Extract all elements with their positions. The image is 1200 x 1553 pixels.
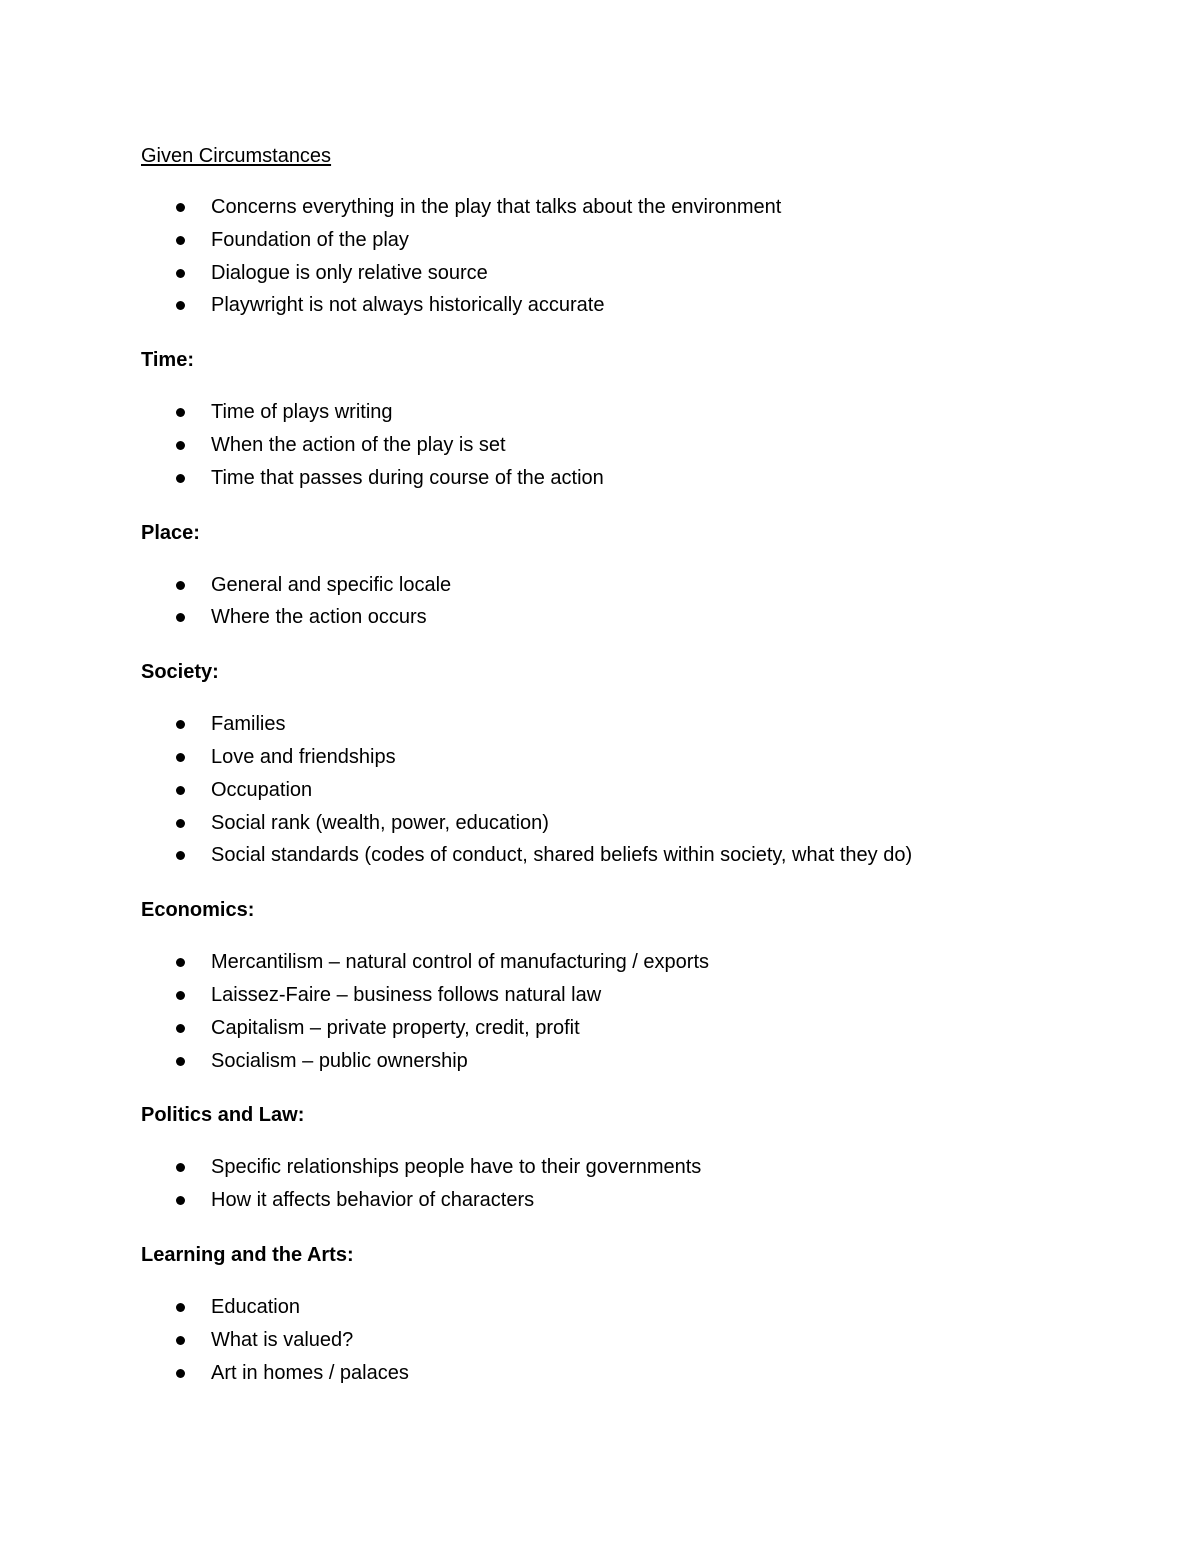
bullet-list: [141, 1151, 1101, 1217]
list-item-text: Dialogue is only relative source: [211, 261, 488, 284]
bullet-list: [141, 1291, 1101, 1389]
list-item: [141, 1357, 1101, 1390]
list-item-text: When the action of the play is set: [211, 433, 506, 456]
bullet-icon: [176, 991, 185, 1000]
list-item-text: Time that passes during course of the action: [211, 466, 604, 489]
bullet-icon: [176, 1369, 185, 1378]
section-learning-and-arts: [141, 1240, 1101, 1389]
list-item-text: Art in homes / palaces: [211, 1361, 409, 1384]
list-item: [141, 1151, 1101, 1184]
bullet-icon: [176, 1336, 185, 1345]
list-item: [141, 1045, 1101, 1078]
bullet-icon: [176, 203, 185, 212]
bullet-icon: [176, 819, 185, 828]
bullet-icon: [176, 1303, 185, 1312]
list-item-text: Social standards (codes of conduct, shared beliefs within society, what they do): [211, 844, 913, 867]
section-heading: Time:: [141, 349, 194, 372]
list-item-text: Families: [211, 713, 286, 736]
document-title: Given Circumstances: [141, 145, 332, 167]
list-item: [141, 807, 1101, 840]
list-item-text: Playwright is not always historically accurate: [211, 294, 605, 317]
bullet-icon: [176, 581, 185, 590]
list-item-text: General and specific locale: [211, 573, 452, 596]
list-item-text: Specific relationships people have to their governments: [211, 1156, 702, 1179]
list-item: [141, 979, 1101, 1012]
list-item: [141, 839, 1101, 872]
bullet-icon: [176, 613, 185, 622]
list-item-text: Where the action occurs: [211, 606, 427, 629]
section-heading: Economics:: [141, 899, 255, 922]
bullet-icon: [176, 1024, 185, 1033]
section-society: [141, 657, 1101, 872]
section-politics-and-law: [141, 1100, 1101, 1217]
list-item-text: Education: [211, 1295, 300, 1318]
document-body: [141, 141, 1101, 1412]
list-item: [141, 429, 1101, 462]
bullet-icon: [176, 958, 185, 967]
section-heading: Place:: [141, 521, 200, 544]
list-item: [141, 289, 1101, 322]
section-heading: Society:: [141, 661, 219, 684]
list-item: [141, 1291, 1101, 1324]
list-item: [141, 946, 1101, 979]
list-item: [141, 708, 1101, 741]
list-item: [141, 569, 1101, 602]
bullet-icon: [176, 1163, 185, 1172]
list-item-text: Foundation of the play: [211, 228, 409, 251]
list-item: [141, 741, 1101, 774]
intro-bullet-list: [141, 191, 1101, 322]
bullet-list: [141, 946, 1101, 1077]
bullet-icon: [176, 408, 185, 417]
list-item-text: Laissez-Faire – business follows natural law: [211, 983, 602, 1006]
section-place: [141, 518, 1101, 635]
section-time: [141, 345, 1101, 494]
list-item-text: Concerns everything in the play that talks about the environment: [211, 196, 782, 218]
bullet-list: [141, 708, 1101, 872]
list-item: [141, 1012, 1101, 1045]
list-item-text: Mercantilism – natural control of manufacturing / exports: [211, 951, 709, 974]
list-item-text: How it affects behavior of characters: [211, 1189, 535, 1212]
section-economics: [141, 895, 1101, 1077]
list-item-text: What is valued?: [211, 1328, 354, 1351]
list-item: [141, 774, 1101, 807]
list-item: [141, 601, 1101, 634]
bullet-icon: [176, 1196, 185, 1205]
section-heading: Politics and Law:: [141, 1104, 305, 1127]
bullet-icon: [176, 1057, 185, 1066]
list-item-text: Socialism – public ownership: [211, 1049, 468, 1072]
list-item-text: Occupation: [211, 778, 313, 801]
list-item: [141, 396, 1101, 429]
list-item-text: Capitalism – private property, credit, profit: [211, 1016, 580, 1039]
list-item: [141, 257, 1101, 290]
section-heading: Learning and the Arts:: [141, 1243, 354, 1266]
bullet-icon: [176, 236, 185, 245]
list-item-text: Love and friendships: [211, 745, 396, 768]
list-item: [141, 224, 1101, 257]
list-item: [141, 462, 1101, 495]
list-item-text: Time of plays writing: [211, 401, 393, 424]
bullet-icon: [176, 269, 185, 278]
list-item: [141, 1184, 1101, 1217]
list-item: [141, 191, 1101, 224]
list-item-text: Social rank (wealth, power, education): [211, 811, 549, 834]
bullet-icon: [176, 786, 185, 795]
bullet-icon: [176, 720, 185, 729]
bullet-icon: [176, 301, 185, 310]
bullet-icon: [176, 441, 185, 450]
bullet-list: [141, 396, 1101, 494]
list-item: [141, 1324, 1101, 1357]
bullet-icon: [176, 753, 185, 762]
bullet-list: [141, 569, 1101, 635]
bullet-icon: [176, 851, 185, 860]
section-given-circumstances: [141, 141, 1101, 322]
bullet-icon: [176, 474, 185, 483]
